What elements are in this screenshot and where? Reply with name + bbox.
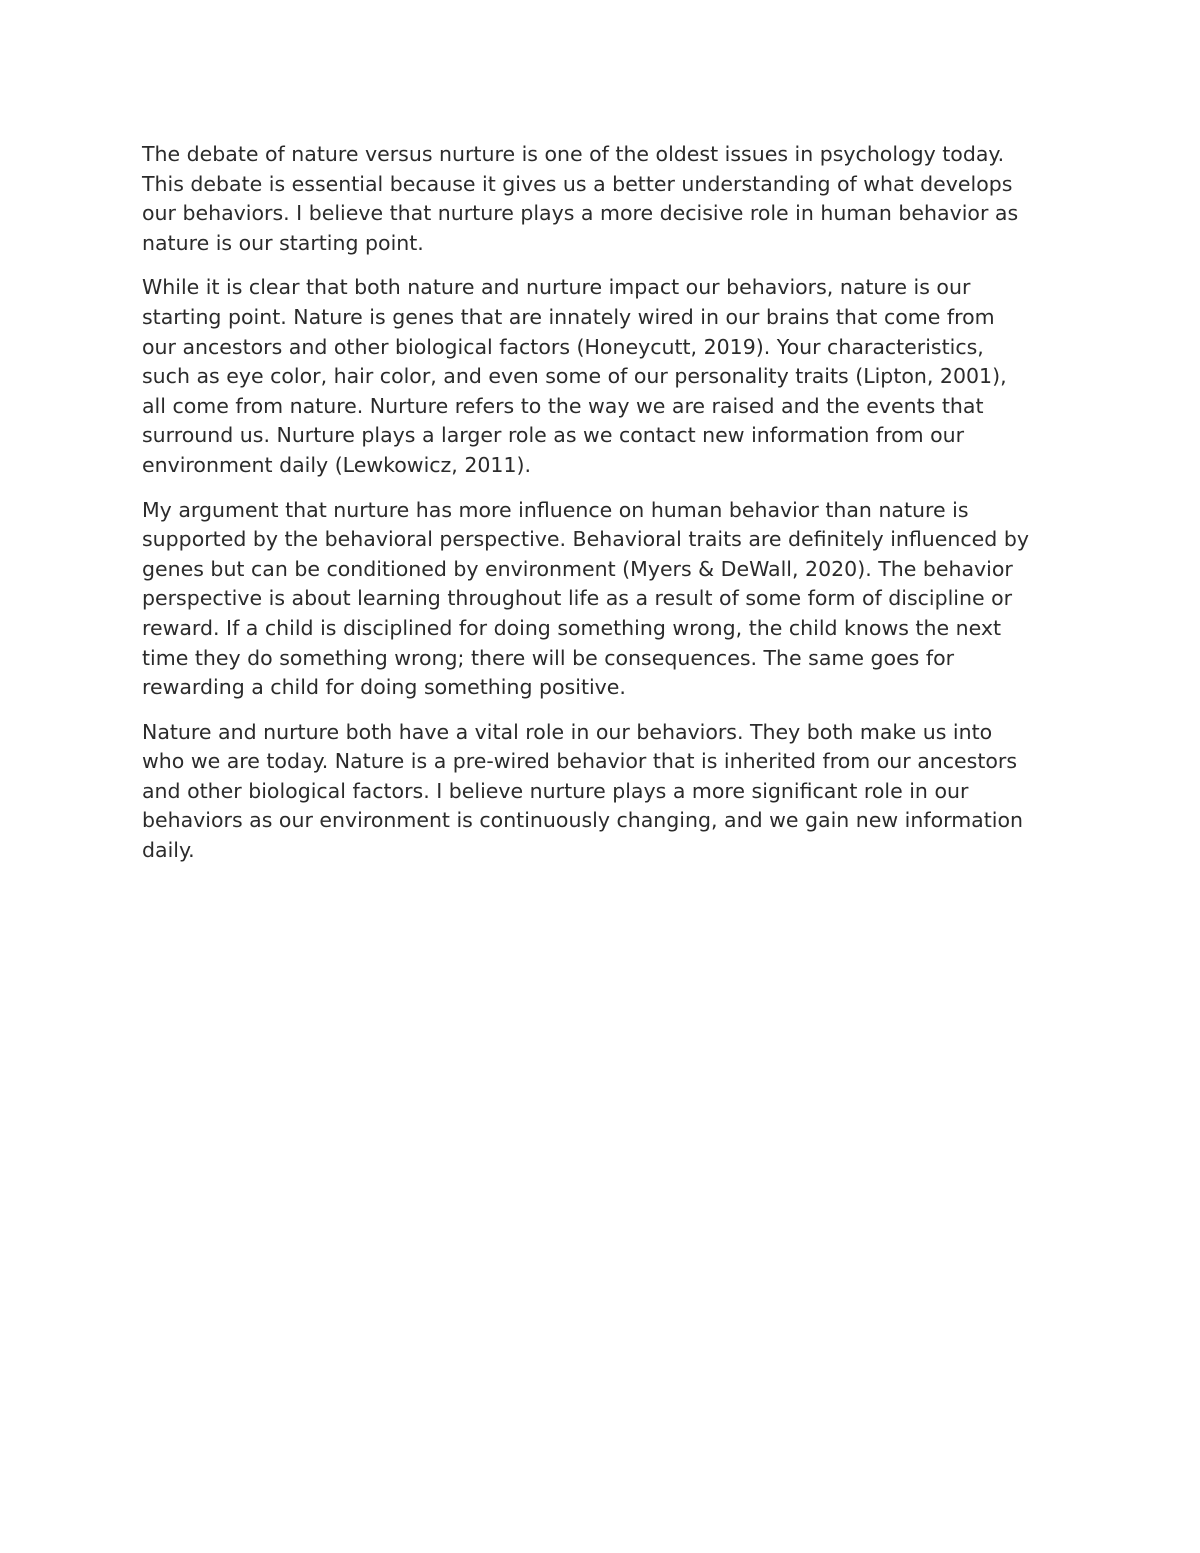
text-line: starting point. Nature is genes that are innately wired in our brains that come from	[142, 304, 995, 329]
text-line: surround us. Nurture plays a larger role as we contact new information from our	[142, 423, 965, 448]
text-line: supported by the behavioral perspective. Behavioral traits are definitely influenced by	[142, 527, 1029, 552]
text-line: While it is clear that both nature and nurture impact our behaviors, nature is our	[142, 275, 971, 300]
text-line: My argument that nurture has more influence on human behavior than nature is	[142, 497, 969, 522]
text-line: reward. If a child is disciplined for doing something wrong, the child knows the next	[142, 615, 1001, 640]
text-line: genes but can be conditioned by environment (Myers & DeWall, 2020). The behavior	[142, 556, 1013, 581]
text-line: and other biological factors. I believe nurture plays a more significant role in our	[142, 778, 969, 803]
text-line: nature is our starting point.	[142, 230, 424, 255]
text-line: This debate is essential because it gives us a better understanding of what develops	[142, 171, 1013, 196]
text-line: time they do something wrong; there will be consequences. The same goes for	[142, 645, 955, 670]
text-line: all come from nature. Nurture refers to the way we are raised and the events that	[142, 393, 984, 418]
text-line: our ancestors and other biological factors (Honeycutt, 2019). Your characteristics,	[142, 334, 984, 359]
paragraph-argument	[142, 496, 1072, 703]
paragraph-intro	[142, 140, 1072, 258]
text-line: Nature and nurture both have a vital role in our behaviors. They both make us into	[142, 719, 993, 744]
text-line: behaviors as our environment is continuously changing, and we gain new information	[142, 808, 1023, 833]
text-line: perspective is about learning throughout life as a result of some form of discipline or	[142, 586, 1013, 611]
text-line: our behaviors. I believe that nurture plays a more decisive role in human behavior as	[142, 201, 1019, 226]
text-line: daily.	[142, 838, 195, 863]
text-line: who we are today. Nature is a pre-wired behavior that is inherited from our ancestors	[142, 749, 1018, 774]
document-body	[142, 140, 1072, 881]
text-line: such as eye color, hair color, and even some of our personality traits (Lipton, 2001),	[142, 364, 1007, 389]
text-line: rewarding a child for doing something positive.	[142, 675, 626, 700]
paragraph-conclusion	[142, 718, 1072, 866]
paragraph-nature	[142, 273, 1072, 480]
text-line: The debate of nature versus nurture is one of the oldest issues in psychology today.	[142, 142, 1005, 166]
text-line: environment daily (Lewkowicz, 2011).	[142, 452, 532, 477]
